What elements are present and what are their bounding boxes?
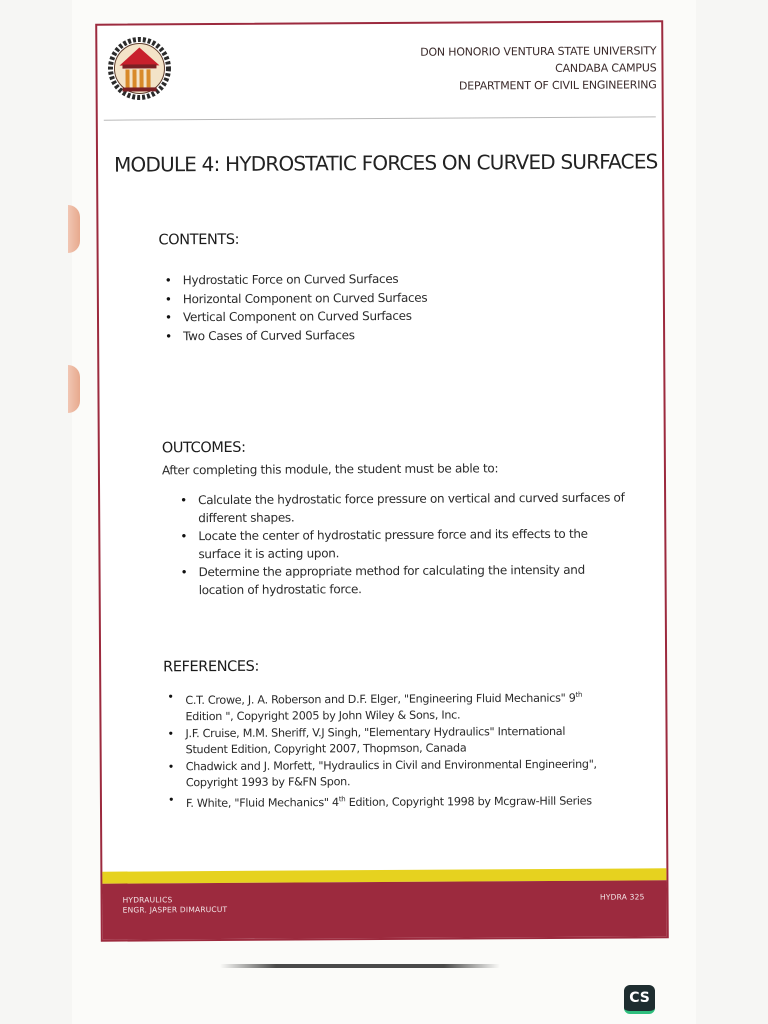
footer-instructor: ENGR. JASPER DIMARUCUT	[122, 904, 228, 915]
page-edge-shadow	[220, 964, 500, 968]
outcome-item: • Locate the center of hydrostatic pressure force and its effects to the surface it is acting upon.	[178, 525, 626, 564]
camscanner-badge[interactable]: CS	[624, 985, 655, 1014]
footer-course-code: HYDRA 325	[599, 892, 645, 902]
outcome-item: • Calculate the hydrostatic force pressure on vertical and curved surfaces of different shapes.	[178, 489, 626, 528]
footer-left	[123, 895, 228, 916]
contents-item: • Horizontal Component on Curved Surfaces	[163, 288, 503, 309]
footer-band	[102, 880, 666, 939]
contents-list	[163, 269, 503, 345]
reference-item: • J.F. Cruise, M.M. Sheriff, V.J Singh, "Elementary Hydraulics" International Student Edition, Copyright 2007, Thopmson, Canada	[165, 723, 597, 759]
contents-item: • Two Cases of Curved Surfaces	[163, 325, 503, 346]
contents-item: • Hydrostatic Force on Curved Surfaces	[163, 269, 503, 290]
outcomes-list	[178, 489, 627, 600]
document-page	[95, 20, 669, 941]
contents-item: • Vertical Component on Curved Surfaces	[163, 306, 503, 327]
outcome-item: • Determine the appropriate method for calculating the intensity and location of hydrostatic force.	[178, 561, 626, 600]
header-divider	[104, 116, 656, 120]
binder-hole-bottom	[68, 365, 80, 413]
module-title: MODULE 4: HYDROSTATIC FORCES ON CURVED SURFACES	[113, 149, 658, 177]
university-name: DON HONORIO VENTURA STATE UNIVERSITY	[420, 44, 657, 59]
references-heading: REFERENCES:	[163, 658, 259, 676]
outcomes-heading: OUTCOMES:	[161, 439, 246, 457]
university-seal-logo	[106, 35, 172, 101]
campus-name: CANDABA CAMPUS	[555, 61, 657, 75]
contents-heading: CONTENTS:	[158, 231, 240, 249]
binder-hole-top	[68, 205, 80, 253]
reference-item: • F. White, "Fluid Mechanics" 4th Edition, Copyright 1998 by Mcgraw-Hill Series	[166, 789, 598, 812]
references-list	[165, 687, 598, 813]
outcomes-intro: After completing this module, the student must be able to:	[161, 461, 499, 478]
reference-item: • C.T. Crowe, J. A. Roberson and D.F. Elger, "Engineering Fluid Mechanics" 9th Edition ", Copyright 2005 by John Wiley & Sons, Inc.	[165, 687, 597, 726]
department-name: DEPARTMENT OF CIVIL ENGINEERING	[458, 78, 657, 93]
university-header	[420, 42, 657, 94]
reference-item: • Chadwick and J. Morfett, "Hydraulics in Civil and Environmental Engineering", Copyright 1993 by F&FN Spon.	[166, 756, 598, 792]
footer-subject: HYDRAULICS	[122, 895, 173, 905]
